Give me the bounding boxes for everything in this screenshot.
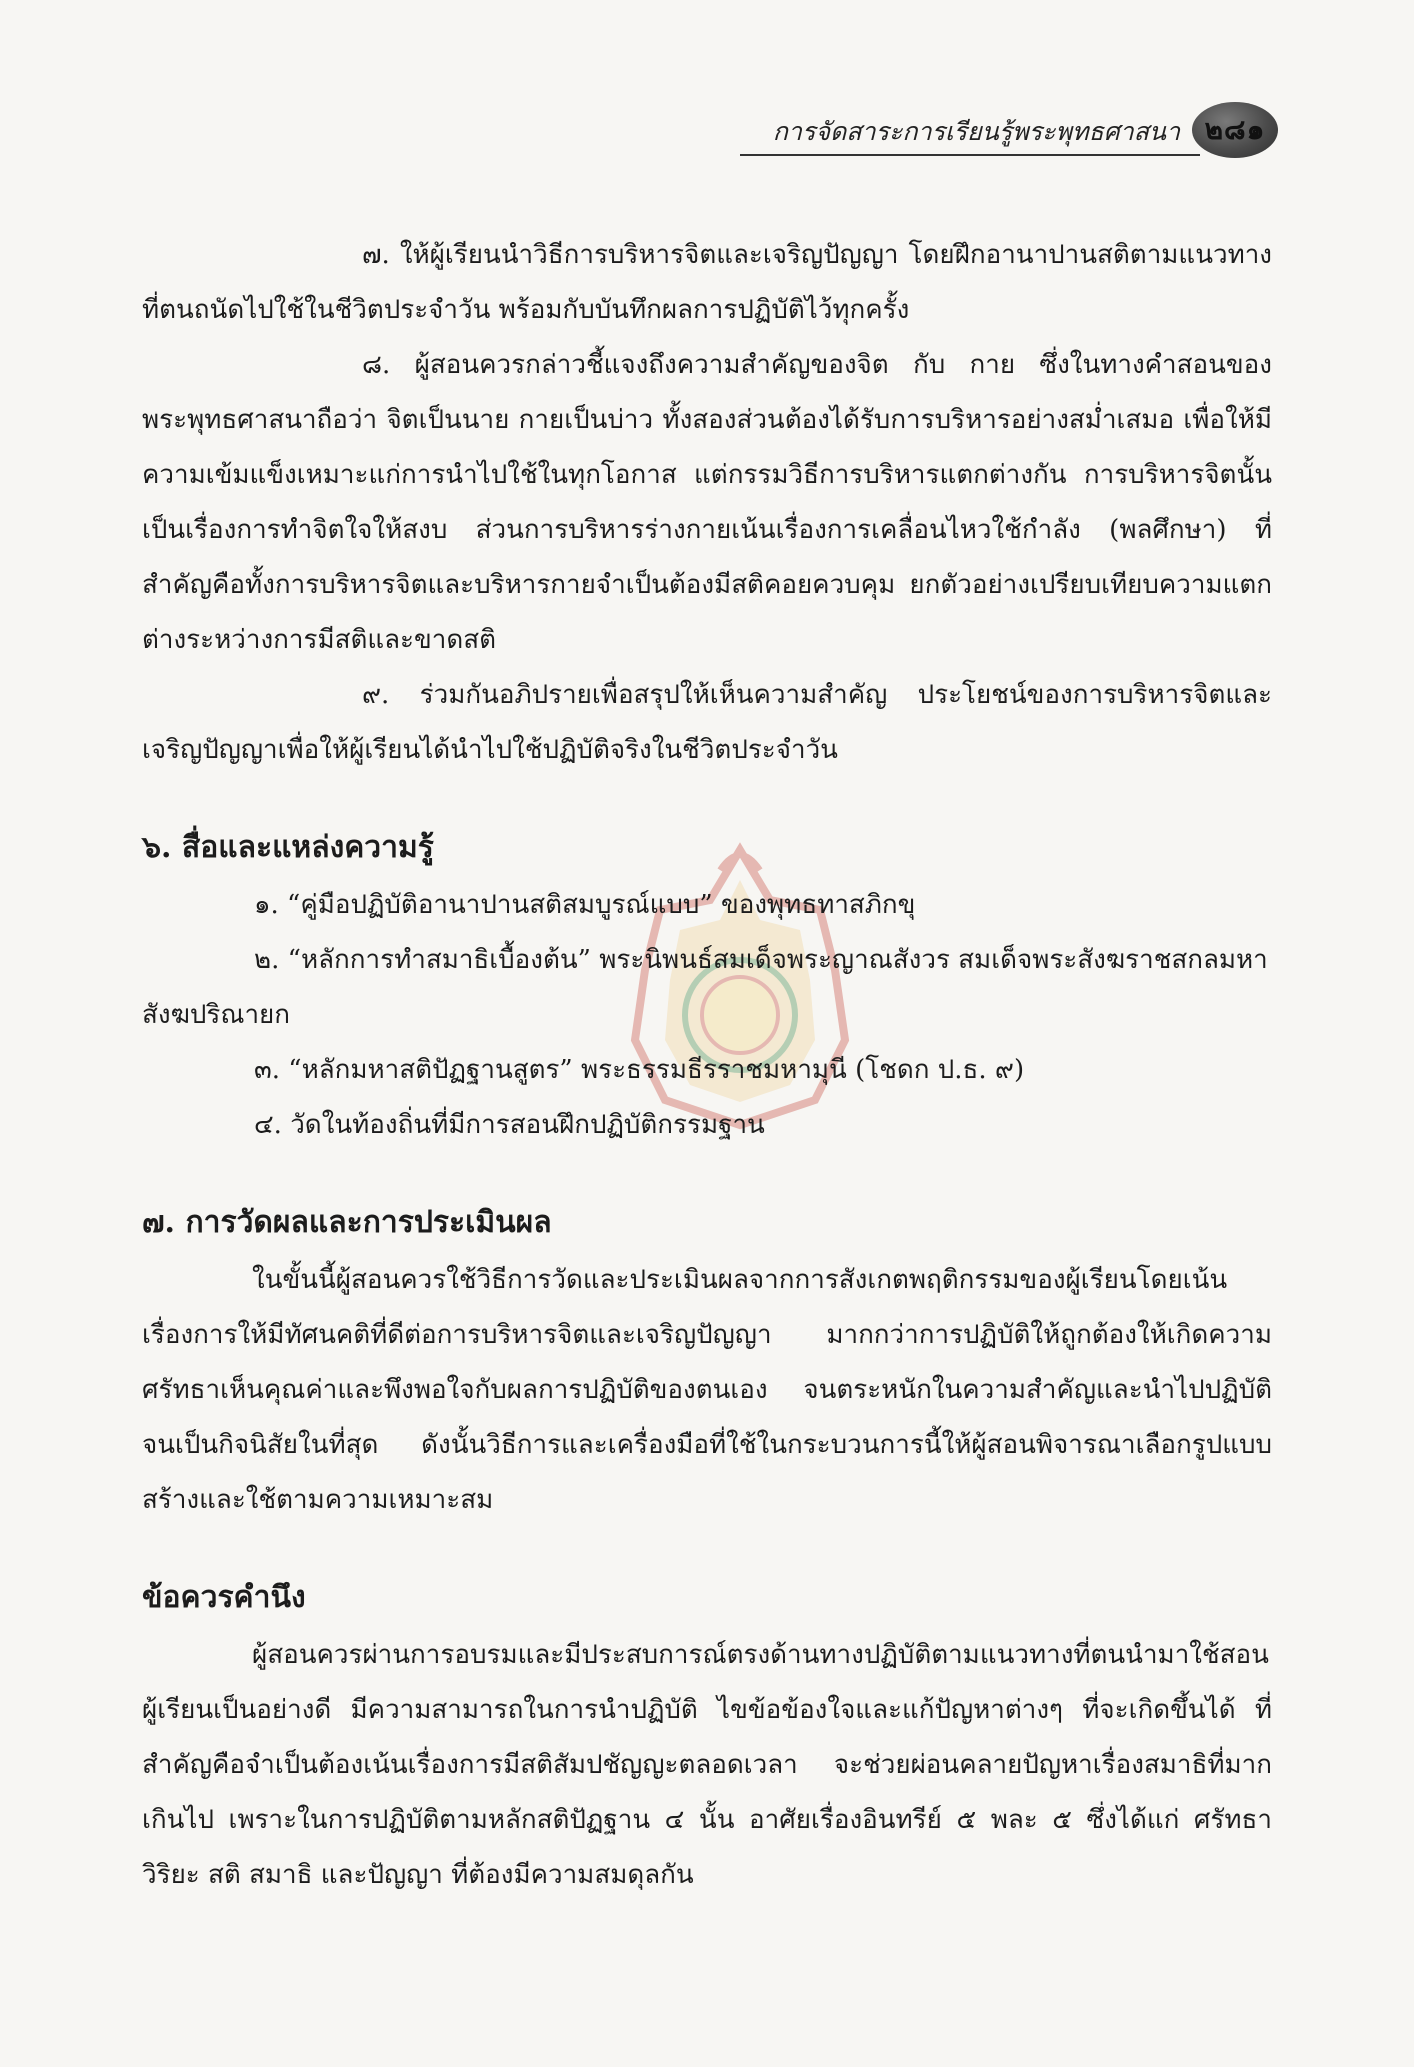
caution-section-heading: ข้อควรคำนึง [142,1580,306,1615]
step-8-paragraph: ๘. ผู้สอนควรกล่าวชี้แจงถึงความสำคัญของจิต กับ กาย ซึ่งในทางคำสอนของพระพุทธศาสนาถือว่า จิตเป็นนาย กายเป็นบ่าว ทั้งสองส่วนต้องได้รับการบริหารอย่างสม่ำเสมอ เพื่อให้มีความเข้มแข็งเหมาะแก่การนำไปใช้ในทุกโอกาส แต่กรรมวิธีการบริหารแตกต่างกัน การบริหารจิตนั้นเป็นเรื่องการทำจิตใจให้สงบ ส่วนการบริหารร่างกายเน้นเรื่องการเคลื่อนไหวใช้กำลัง (พลศึกษา) ที่สำคัญคือทั้งการบริหารจิตและบริหารกายจำเป็นต้องมีสติคอยควบคุม ยกตัวอย่างเปรียบเทียบความแตกต่างระหว่างการมีสติและขาดสติ [142,350,1272,655]
step-7-paragraph: ๗. ให้ผู้เรียนนำวิธีการบริหารจิตและเจริญปัญญา โดยฝึกอานาปานสติตามแนวทางที่ตนถนัดไปใช้ในชีวิตประจำวัน พร้อมกับบันทึกผลการปฏิบัติไว้ทุกครั้ง [142,240,1272,325]
media-list-item: ๓. “หลักมหาสติปัฏฐานสูตร” พระธรรมธีรราชมหามุนี (โชดก ป.ธ. ๙) [254,1055,1025,1085]
running-header-title: การจัดสาระการเรียนรู้พระพุทธศาสนา [772,117,1180,146]
spacer [142,1528,1272,1568]
media-section-heading: ๖. สื่อและแหล่งความรู้ [142,830,434,865]
evaluation-section-heading: ๗. การวัดผลและการประเมินผล [142,1205,552,1240]
media-list-item: ๑. “คู่มือปฏิบัติอานาปานสติสมบูรณ์แบบ” ของพุทธทาสภิกขุ [254,890,916,920]
spacer [142,778,1272,818]
media-list-item: ๔. วัดในท้องถิ่นที่มีการสอนฝึกปฏิบัติกรรมฐาน [254,1110,765,1140]
caution-paragraph: ผู้สอนควรผ่านการอบรมและมีประสบการณ์ตรงด้านทางปฏิบัติตามแนวทางที่ตนนำมาใช้สอนผู้เรียนเป็นอย่างดี มีความสามารถในการนำปฏิบัติ ไขข้อข้องใจและแก้ปัญหาต่างๆ ที่จะเกิดขึ้นได้ ที่สำคัญคือจำเป็นต้องเน้นเรื่องการมีสติสัมปชัญญะตลอดเวลา จะช่วยผ่อนคลายปัญหาเรื่องสมาธิที่มากเกินไป เพราะในการปฏิบัติตามหลักสติปัฏฐาน ๔ นั้น อาศัยเรื่องอินทรีย์ ๕ พละ ๕ ซึ่งได้แก่ ศรัทธา วิริยะ สติ สมาธิ และปัญญา ที่ต้องมีความสมดุลกัน [142,1640,1272,1890]
spacer [142,1153,1272,1193]
page-number-badge: ๒๘๑ [1192,102,1278,158]
evaluation-paragraph: ในขั้นนี้ผู้สอนควรใช้วิธีการวัดและประเมินผลจากการสังเกตพฤติกรรมของผู้เรียนโดยเน้นเรื่องการให้มีทัศนคติที่ดีต่อการบริหารจิตและเจริญปัญญา มากกว่าการปฏิบัติให้ถูกต้องให้เกิดความศรัทธาเห็นคุณค่าและพึงพอใจกับผลการปฏิบัติของตนเอง จนตระหนักในความสำคัญและนำไปปฏิบัติจนเป็นกิจนิสัยในที่สุด ดังนั้นวิธีการและเครื่องมือที่ใช้ในกระบวนการนี้ให้ผู้สอนพิจารณาเลือกรูปแบบ สร้างและใช้ตามความเหมาะสม [142,1265,1272,1515]
page-header [700,96,1290,176]
step-9-paragraph: ๙. ร่วมกันอภิปรายเพื่อสรุปให้เห็นความสำคัญ ประโยชน์ของการบริหารจิตและเจริญปัญญาเพื่อให้ผู้เรียนได้นำไปใช้ปฏิบัติจริงในชีวิตประจำวัน [142,680,1272,765]
body-content [142,228,1272,1903]
header-rule [740,154,1200,156]
media-list-item: ๒. “หลักการทำสมาธิเบื้องต้น” พระนิพนธ์สมเด็จพระญาณสังวร สมเด็จพระสังฆราชสกลมหาสังฆปริณายก [142,945,1268,1030]
